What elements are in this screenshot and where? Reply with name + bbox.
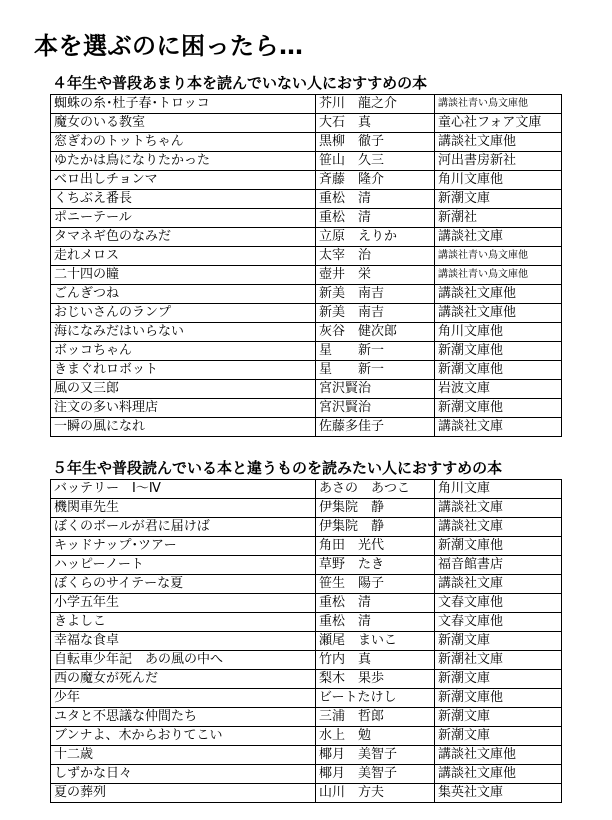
book-title-cell: きまぐれロボット bbox=[51, 361, 316, 380]
book-title-cell: ブンナよ、木からおりてこい bbox=[51, 727, 316, 746]
table-row bbox=[51, 594, 562, 613]
table-row bbox=[51, 727, 562, 746]
book-publisher-cell: 岩波文庫 bbox=[435, 380, 562, 399]
table-row bbox=[51, 746, 562, 765]
book-publisher-cell: 講談社青い鳥文庫他 bbox=[435, 266, 562, 285]
book-title-cell: ぼくのボールが君に届けば bbox=[51, 518, 316, 537]
book-title-cell: ハッピーノート bbox=[51, 556, 316, 575]
book-publisher-cell: 新潮文庫他 bbox=[435, 361, 562, 380]
book-publisher-cell: 角川文庫他 bbox=[435, 171, 562, 190]
book-title-cell: 機関車先生 bbox=[51, 499, 316, 518]
table-row bbox=[51, 399, 562, 418]
book-author-cell: 椰月 美智子 bbox=[316, 765, 435, 784]
section-heading-5th-grade: ５年生や普段読んでいる本と違うものを読みたい人におすすめの本 bbox=[52, 459, 503, 477]
table-row bbox=[51, 95, 562, 114]
book-title-cell: 自転車少年記 あの風の中へ bbox=[51, 651, 316, 670]
table-row bbox=[51, 418, 562, 437]
table-row bbox=[51, 361, 562, 380]
book-title-cell: しずかな日々 bbox=[51, 765, 316, 784]
book-publisher-cell: 童心社フォア文庫 bbox=[435, 114, 562, 133]
book-author-cell: 水上 勉 bbox=[316, 727, 435, 746]
table-row bbox=[51, 285, 562, 304]
book-publisher-cell: 新潮社文庫 bbox=[435, 651, 562, 670]
table-row bbox=[51, 632, 562, 651]
book-author-cell: 竹内 真 bbox=[316, 651, 435, 670]
book-title-cell: おじいさんのランプ bbox=[51, 304, 316, 323]
book-list bbox=[51, 95, 562, 437]
book-publisher-cell: 講談社文庫他 bbox=[435, 765, 562, 784]
book-publisher-cell: 講談社文庫他 bbox=[435, 746, 562, 765]
book-author-cell: 重松 清 bbox=[316, 594, 435, 613]
book-author-cell: 角田 光代 bbox=[316, 537, 435, 556]
book-title-cell: 一瞬の風になれ bbox=[51, 418, 316, 437]
book-title-cell: 注文の多い料理店 bbox=[51, 399, 316, 418]
book-author-cell: 斉藤 隆介 bbox=[316, 171, 435, 190]
book-publisher-cell: 新潮文庫 bbox=[435, 708, 562, 727]
table-row bbox=[51, 613, 562, 632]
book-author-cell: 重松 清 bbox=[316, 613, 435, 632]
book-author-cell: あさの あつこ bbox=[316, 480, 435, 499]
book-author-cell: 黒柳 徹子 bbox=[316, 133, 435, 152]
book-author-cell: 宮沢賢治 bbox=[316, 380, 435, 399]
book-title-cell: くちぶえ番長 bbox=[51, 190, 316, 209]
book-title-cell: ぼくらのサイテーな夏 bbox=[51, 575, 316, 594]
book-publisher-cell: 講談社青い鳥文庫他 bbox=[435, 95, 562, 114]
book-title-cell: 幸福な食卓 bbox=[51, 632, 316, 651]
table-row bbox=[51, 247, 562, 266]
book-title-cell: 小学五年生 bbox=[51, 594, 316, 613]
book-publisher-cell: 角川文庫他 bbox=[435, 323, 562, 342]
book-publisher-cell: 講談社文庫他 bbox=[435, 133, 562, 152]
book-publisher-cell: 新潮文庫他 bbox=[435, 399, 562, 418]
table-row bbox=[51, 499, 562, 518]
book-author-cell: 星 新一 bbox=[316, 342, 435, 361]
book-publisher-cell: 講談社文庫他 bbox=[435, 304, 562, 323]
book-title-cell: 二十四の瞳 bbox=[51, 266, 316, 285]
book-author-cell: 宮沢賢治 bbox=[316, 399, 435, 418]
book-table-4th-grade bbox=[50, 94, 562, 437]
book-title-cell: ベロ出しチョンマ bbox=[51, 171, 316, 190]
table-row bbox=[51, 765, 562, 784]
book-publisher-cell: 新潮文庫 bbox=[435, 670, 562, 689]
book-author-cell: 星 新一 bbox=[316, 361, 435, 380]
book-publisher-cell: 講談社文庫 bbox=[435, 499, 562, 518]
book-author-cell: 三浦 哲郎 bbox=[316, 708, 435, 727]
book-title-cell: ゆたかは鳥になりたかった bbox=[51, 152, 316, 171]
book-title-cell: 少年 bbox=[51, 689, 316, 708]
book-publisher-cell: 福音館書店 bbox=[435, 556, 562, 575]
table-row bbox=[51, 266, 562, 285]
table-row bbox=[51, 575, 562, 594]
book-publisher-cell: 新潮文庫他 bbox=[435, 689, 562, 708]
book-author-cell: 重松 清 bbox=[316, 190, 435, 209]
book-author-cell: 山川 方夫 bbox=[316, 784, 435, 803]
book-publisher-cell: 河出書房新社 bbox=[435, 152, 562, 171]
book-title-cell: 風の又三郎 bbox=[51, 380, 316, 399]
book-publisher-cell: 講談社文庫他 bbox=[435, 285, 562, 304]
book-publisher-cell: 集英社文庫 bbox=[435, 784, 562, 803]
table-row bbox=[51, 114, 562, 133]
book-author-cell: 新美 南吉 bbox=[316, 304, 435, 323]
book-list bbox=[51, 480, 562, 803]
book-title-cell: きよしこ bbox=[51, 613, 316, 632]
book-publisher-cell: 新潮文庫 bbox=[435, 632, 562, 651]
table-row bbox=[51, 190, 562, 209]
book-title-cell: 海になみだはいらない bbox=[51, 323, 316, 342]
book-author-cell: 瀬尾 まいこ bbox=[316, 632, 435, 651]
book-title-cell: ごんぎつね bbox=[51, 285, 316, 304]
table-row bbox=[51, 380, 562, 399]
table-row bbox=[51, 323, 562, 342]
book-publisher-cell: 講談社文庫 bbox=[435, 575, 562, 594]
book-author-cell: 重松 清 bbox=[316, 209, 435, 228]
book-title-cell: 窓ぎわのトットちゃん bbox=[51, 133, 316, 152]
book-publisher-cell: 文春文庫他 bbox=[435, 613, 562, 632]
table-row bbox=[51, 670, 562, 689]
book-author-cell: 灰谷 健次郎 bbox=[316, 323, 435, 342]
book-publisher-cell: 講談社文庫 bbox=[435, 518, 562, 537]
book-title-cell: 十二歳 bbox=[51, 746, 316, 765]
table-row bbox=[51, 171, 562, 190]
book-title-cell: ユタと不思議な仲間たち bbox=[51, 708, 316, 727]
book-title-cell: タマネギ色のなみだ bbox=[51, 228, 316, 247]
book-publisher-cell: 新潮文庫 bbox=[435, 727, 562, 746]
book-publisher-cell: 講談社文庫 bbox=[435, 418, 562, 437]
book-title-cell: 蜘蛛の糸･杜子春･トロッコ bbox=[51, 95, 316, 114]
book-publisher-cell: 新潮文庫他 bbox=[435, 342, 562, 361]
book-author-cell: 伊集院 静 bbox=[316, 518, 435, 537]
book-table-5th-grade bbox=[50, 479, 562, 803]
book-author-cell: 梨木 果歩 bbox=[316, 670, 435, 689]
book-author-cell: 芥川 龍之介 bbox=[316, 95, 435, 114]
book-publisher-cell: 新潮文庫他 bbox=[435, 537, 562, 556]
table-row bbox=[51, 708, 562, 727]
table-row bbox=[51, 651, 562, 670]
book-publisher-cell: 新潮文庫 bbox=[435, 190, 562, 209]
book-author-cell: 笹生 陽子 bbox=[316, 575, 435, 594]
table-row bbox=[51, 556, 562, 575]
book-title-cell: キッドナップ･ツアー bbox=[51, 537, 316, 556]
table-row bbox=[51, 537, 562, 556]
book-publisher-cell: 講談社文庫 bbox=[435, 228, 562, 247]
book-title-cell: ボッコちゃん bbox=[51, 342, 316, 361]
table-row bbox=[51, 784, 562, 803]
table-row bbox=[51, 342, 562, 361]
book-author-cell: 大石 真 bbox=[316, 114, 435, 133]
book-author-cell: 太宰 治 bbox=[316, 247, 435, 266]
section-heading-4th-grade: ４年生や普段あまり本を読んでいない人におすすめの本 bbox=[52, 74, 428, 92]
table-row bbox=[51, 480, 562, 499]
book-publisher-cell: 講談社青い鳥文庫他 bbox=[435, 247, 562, 266]
book-author-cell: 新美 南吉 bbox=[316, 285, 435, 304]
book-publisher-cell: 新潮社 bbox=[435, 209, 562, 228]
table-row bbox=[51, 209, 562, 228]
table-row bbox=[51, 133, 562, 152]
book-title-cell: バッテリー Ⅰ～Ⅳ bbox=[51, 480, 316, 499]
book-title-cell: 西の魔女が死んだ bbox=[51, 670, 316, 689]
table-row bbox=[51, 518, 562, 537]
book-author-cell: 椰月 美智子 bbox=[316, 746, 435, 765]
book-title-cell: ポニーテール bbox=[51, 209, 316, 228]
table-row bbox=[51, 152, 562, 171]
book-title-cell: 走れメロス bbox=[51, 247, 316, 266]
table-row bbox=[51, 689, 562, 708]
page-title: 本を選ぶのに困ったら… bbox=[34, 32, 304, 60]
book-author-cell: 伊集院 静 bbox=[316, 499, 435, 518]
book-title-cell: 夏の葬列 bbox=[51, 784, 316, 803]
book-author-cell: 立原 えりか bbox=[316, 228, 435, 247]
book-author-cell: 佐藤多佳子 bbox=[316, 418, 435, 437]
book-author-cell: 草野 たき bbox=[316, 556, 435, 575]
table-row bbox=[51, 304, 562, 323]
book-author-cell: 壺井 栄 bbox=[316, 266, 435, 285]
book-publisher-cell: 角川文庫 bbox=[435, 480, 562, 499]
book-author-cell: ビートたけし bbox=[316, 689, 435, 708]
book-author-cell: 笹山 久三 bbox=[316, 152, 435, 171]
book-title-cell: 魔女のいる教室 bbox=[51, 114, 316, 133]
book-publisher-cell: 文春文庫他 bbox=[435, 594, 562, 613]
table-row bbox=[51, 228, 562, 247]
